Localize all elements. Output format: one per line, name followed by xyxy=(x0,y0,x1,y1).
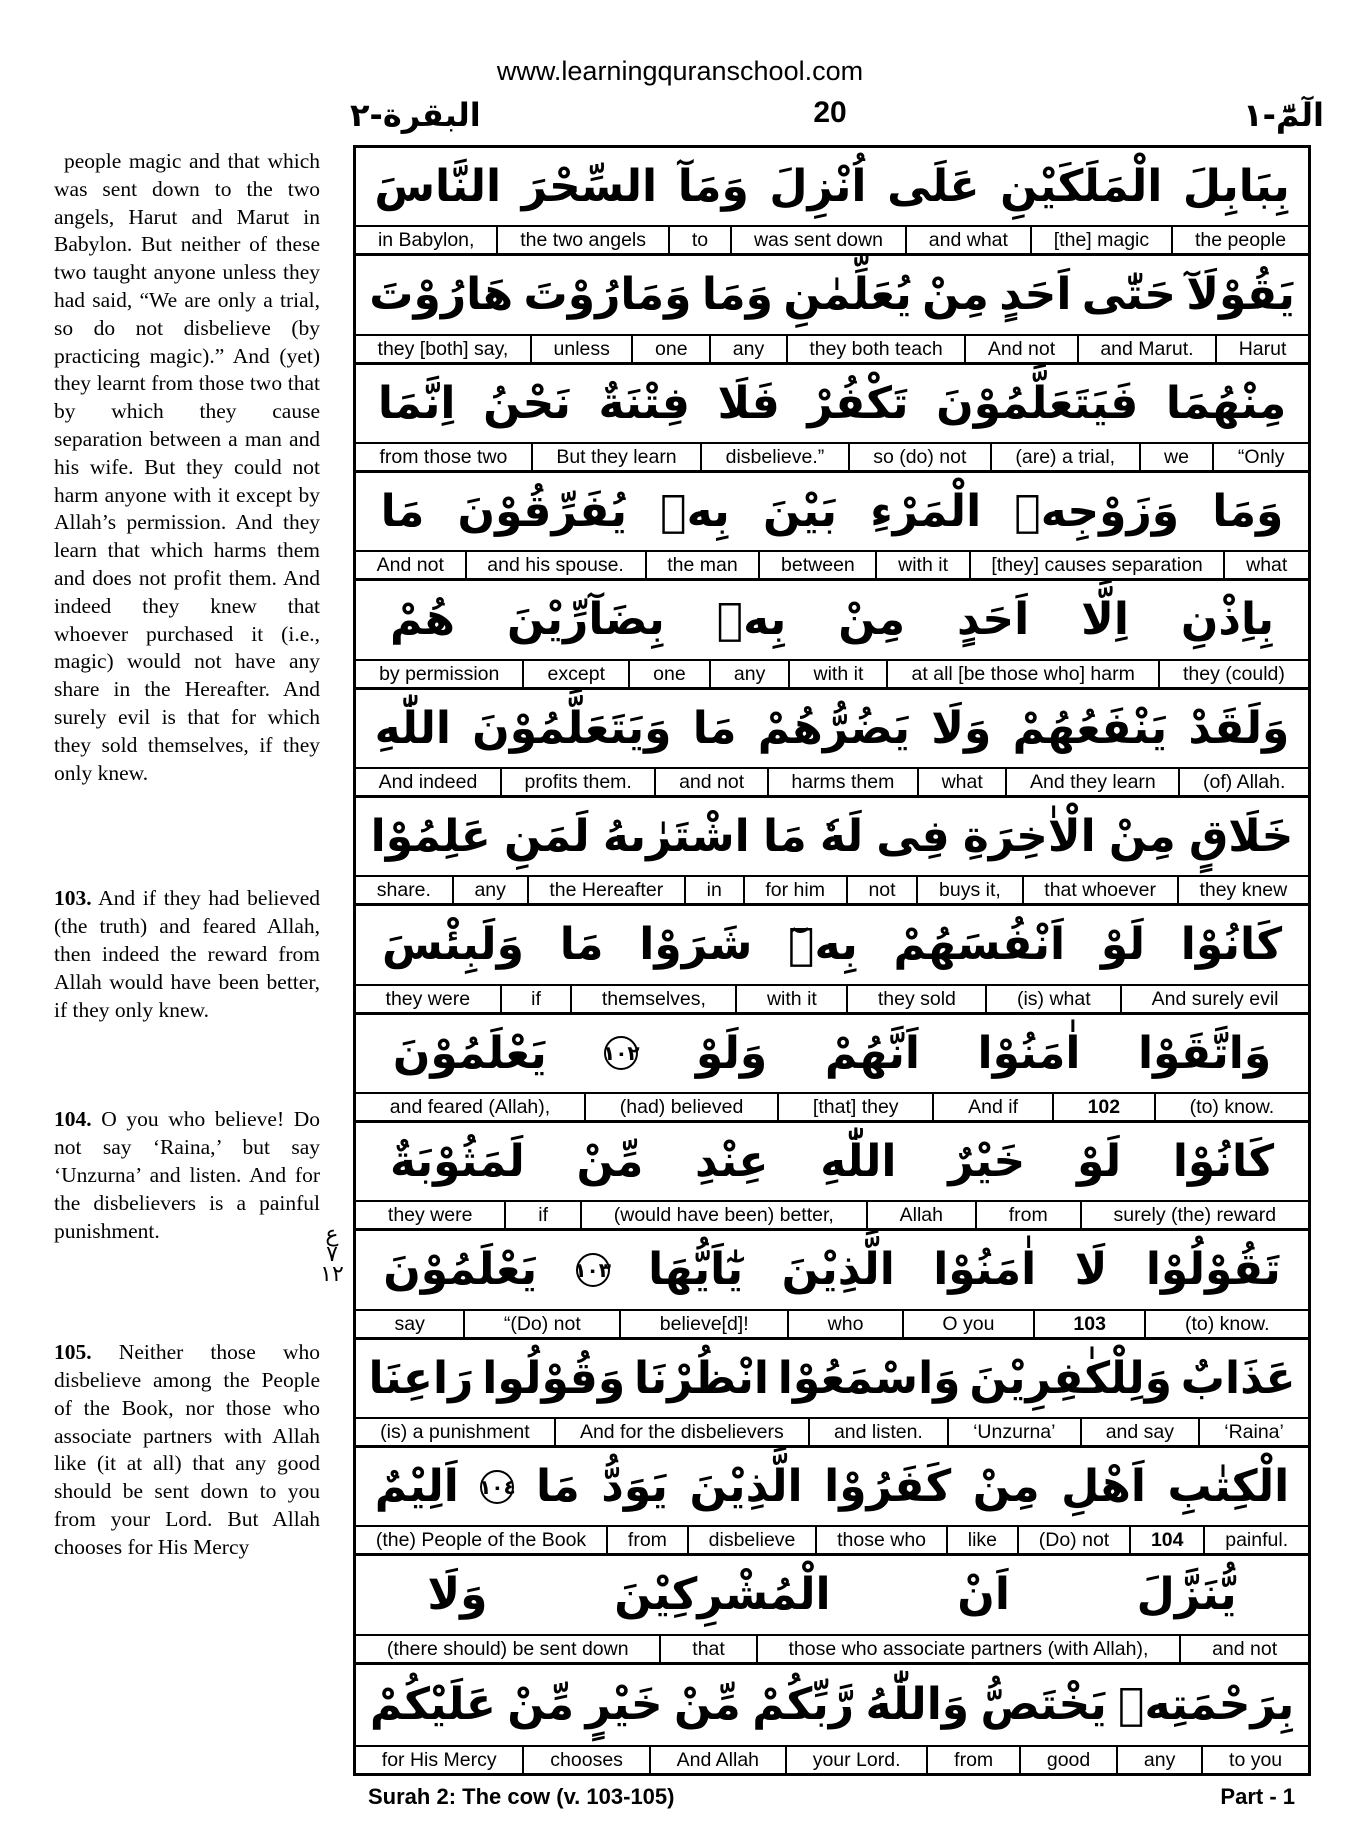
commentary-paragraph-104 xyxy=(54,1106,320,1245)
translation-cell: good xyxy=(1019,1747,1116,1773)
arabic-word: مَا xyxy=(535,1461,580,1513)
translation-cell: 103 xyxy=(1033,1311,1145,1337)
translation-cell: they were xyxy=(387,1204,473,1227)
arabic-word: اَهْلِ xyxy=(1061,1461,1146,1513)
verse-row xyxy=(356,1123,1308,1231)
arabic-word: الْكِتٰبِ xyxy=(1167,1461,1290,1513)
translation-cell: any xyxy=(709,336,786,362)
translation-cell: from xyxy=(606,1527,687,1553)
arabic-word: يَنْفَعُهُمْ xyxy=(1012,702,1168,754)
translation-cell: the two angels xyxy=(496,227,668,253)
translation-cell: those who xyxy=(815,1527,946,1553)
arabic-word: مَا xyxy=(380,486,425,538)
arabic-word: بِهٖ xyxy=(660,486,730,538)
arabic-word: يَوَدُّ xyxy=(601,1461,668,1513)
arabic-word: اٰمَنُوْا xyxy=(977,1027,1081,1079)
translation-cell: believe[d]! xyxy=(619,1311,787,1337)
translation-cell: And if xyxy=(932,1094,1051,1120)
arabic-word: فِتْنَةٌ xyxy=(598,377,690,429)
arabic-word: اللّٰهِ xyxy=(374,702,451,754)
verse-row xyxy=(356,1556,1308,1664)
translation-cell: and his spouse. xyxy=(465,552,645,578)
verse-row xyxy=(356,690,1308,798)
translation-cell: And not xyxy=(964,336,1076,362)
translation-cell: (the) People of the Book xyxy=(375,1529,587,1552)
arabic-word: يَضُرُّهُمْ xyxy=(757,702,910,754)
verse-row xyxy=(356,1231,1308,1339)
verse-end-marker: ١٠٤ xyxy=(480,1470,514,1504)
translation-cell: for His Mercy xyxy=(381,1748,497,1771)
arabic-word: مِّنْ xyxy=(507,1679,575,1731)
arabic-word: فَلَا xyxy=(717,377,780,429)
translation-cell: like xyxy=(946,1527,1017,1553)
translation-line xyxy=(356,1636,1308,1665)
arabic-word: بِرَحْمَتِهٖ xyxy=(1118,1679,1295,1731)
translation-cell: that xyxy=(659,1636,755,1662)
arabic-word: الْمَرْءِ xyxy=(870,486,982,538)
arabic-word: اللّٰهِ xyxy=(820,1136,897,1188)
translation-cell: unless xyxy=(530,336,632,362)
arabic-word: اشْتَرٰىهُ xyxy=(602,811,750,863)
verse-row xyxy=(356,798,1308,906)
translation-cell: disbelieve.” xyxy=(700,444,848,470)
translation-cell: (is) a punishment xyxy=(380,1420,530,1443)
verse-row xyxy=(356,473,1308,581)
arabic-word: وَلَا xyxy=(427,1569,488,1621)
arabic-word: مِّنْ xyxy=(673,1679,741,1731)
arabic-word: كَانُوْا xyxy=(1180,919,1283,971)
surah-title: Surah 2: The cow (v. 103-105) xyxy=(368,1784,675,1809)
arabic-line xyxy=(356,148,1308,227)
arabic-word: النَّاسَ xyxy=(374,161,502,213)
arabic-word: وَلَقَدْ xyxy=(1188,702,1290,754)
arabic-word: وَاتَّقَوْا xyxy=(1137,1027,1272,1079)
arabic-word: بِبَابِلَ xyxy=(1182,161,1290,213)
arabic-word: تَكْفُرْ xyxy=(807,377,909,429)
translation-cell: buys it, xyxy=(916,877,1021,903)
verse-row xyxy=(356,906,1308,1014)
arabic-line xyxy=(356,1123,1308,1202)
arabic-word: مِنْ xyxy=(1108,811,1176,863)
translation-cell: with it xyxy=(788,661,886,687)
commentary-text: people magic and that which was sent down to the two angels, Harut and Marut in Babylon. But neither of these two taught anyone unless they had said, “We are only a trial, so do not disbelieve (by practicing magic).” And (yet) they learnt from those two that by which they cause separation between a man and his wife. But they could not harm anyone with it except by Allah’s permission. And they learn that which harms them and does not profit them. And indeed they knew that whoever purchased it (i.e., magic) would not have any share in the Hereafter. And surely evil is that for which they sold themselves, if they only knew. xyxy=(54,149,320,785)
translation-cell: and not xyxy=(654,769,766,795)
arabic-word: وَقُوْلُوا xyxy=(482,1352,626,1404)
arabic-word: وَاللّٰهُ xyxy=(865,1679,970,1731)
arabic-word: خَيْرٌ xyxy=(948,1136,1026,1188)
arabic-word: كَانُوْا xyxy=(1172,1136,1275,1188)
translation-cell: by permission xyxy=(379,662,500,685)
arabic-line xyxy=(356,1340,1308,1419)
arabic-word: اَنْ xyxy=(957,1569,1010,1621)
arabic-word: وَمَا xyxy=(1212,486,1284,538)
translation-cell: if xyxy=(504,1202,580,1228)
verse-row xyxy=(356,1665,1308,1773)
translation-cell: disbelieve xyxy=(687,1527,815,1553)
verse-row xyxy=(356,256,1308,364)
translation-cell: except xyxy=(522,661,628,687)
commentary-text: Neither those who disbelieve among the People of the Book, nor those who associate partners with Allah like (it at all) that any good should be sent down to you from your Lord. But Allah chooses for His Mercy xyxy=(54,1340,320,1559)
arabic-word: وَزَوْجِهٖ xyxy=(1014,486,1180,538)
translation-cell: ‘Raina’ xyxy=(1198,1419,1308,1445)
translation-cell: (are) a trial, xyxy=(990,444,1139,470)
translation-line xyxy=(356,1419,1308,1448)
translation-cell: and feared (Allah), xyxy=(389,1095,551,1118)
translation-cell: And not xyxy=(376,554,444,577)
arabic-word: وَلِلْكٰفِرِيْنَ xyxy=(969,1352,1172,1404)
translation-cell: so (do) not xyxy=(848,444,990,470)
arabic-word: اَلِيْمٌ xyxy=(374,1461,459,1513)
arabic-word: مَا xyxy=(692,702,737,754)
translation-cell: themselves, xyxy=(570,986,735,1012)
translation-cell: one xyxy=(628,661,709,687)
verse-number: 103. xyxy=(54,886,92,911)
verse-end-marker: ١٠٢ xyxy=(604,1036,638,1070)
arabic-word: رَّبِّكُمْ xyxy=(752,1679,855,1731)
translation-line xyxy=(356,336,1308,365)
arabic-word: عِنْدِ xyxy=(695,1136,769,1188)
arabic-word: يَعْلَمُوْنَ xyxy=(392,1027,547,1079)
translation-cell: the Hereafter xyxy=(527,877,684,903)
arabic-word: عَلَيْكُمْ xyxy=(369,1679,496,1731)
surah-label: البقرة-٢ xyxy=(350,96,481,134)
arabic-word: بِهٖ xyxy=(716,594,787,646)
arabic-word: وَلَبِئْسَ xyxy=(381,919,524,971)
arabic-line xyxy=(356,1231,1308,1310)
commentary-paragraph-105 xyxy=(54,1339,320,1561)
arabic-line xyxy=(356,365,1308,444)
arabic-word: وَمَآ xyxy=(677,161,749,213)
arabic-word: اِلَّا xyxy=(1081,594,1129,646)
arabic-word: مِنْ xyxy=(972,1461,1040,1513)
translation-cell: say xyxy=(394,1312,425,1335)
translation-cell: ‘Unzurna’ xyxy=(947,1419,1080,1445)
arabic-word: هُمْ xyxy=(390,594,456,646)
arabic-word: الْمَلَكَيْنِ xyxy=(1000,161,1163,213)
translation-line xyxy=(356,986,1308,1015)
commentary-paragraph xyxy=(54,148,320,787)
verse-row xyxy=(356,581,1308,689)
arabic-word: لَهٗ xyxy=(819,811,864,863)
arabic-word: مَا xyxy=(559,919,604,971)
translation-line xyxy=(356,877,1308,906)
arabic-word: وَلَوْ xyxy=(695,1027,768,1079)
translation-cell: and not xyxy=(1179,1636,1308,1662)
arabic-line xyxy=(356,798,1308,877)
verse-number: 104. xyxy=(54,1107,92,1132)
translation-cell: share. xyxy=(376,879,431,902)
arabic-line xyxy=(356,906,1308,985)
arabic-word: شَرَوْا xyxy=(639,919,753,971)
translation-cell: (had) believed xyxy=(584,1094,777,1120)
ruku-marker: ع ٧ ١٢ xyxy=(320,1222,344,1287)
arabic-word: يُعَلِّمٰنِ xyxy=(783,269,912,321)
arabic-word: يٰٓاَيُّهَا xyxy=(648,1244,744,1296)
translation-cell: the man xyxy=(645,552,759,578)
page-number: 20 xyxy=(813,96,847,129)
translation-cell: [they] causes separation xyxy=(969,552,1224,578)
arabic-word: خَيْرٍ xyxy=(585,1679,663,1731)
arabic-word: يُفَرِّقُوْنَ xyxy=(457,486,628,538)
arabic-word: اَنَّهُمْ xyxy=(824,1027,920,1079)
translation-cell: the people xyxy=(1171,227,1308,253)
arabic-word: وَاسْمَعُوْا xyxy=(777,1352,961,1404)
translation-cell: between xyxy=(758,552,875,578)
translation-line xyxy=(356,444,1308,473)
translation-cell: any xyxy=(1116,1747,1201,1773)
arabic-word: الْمُشْرِكِيْنَ xyxy=(614,1569,831,1621)
translation-line xyxy=(356,1094,1308,1123)
arabic-word: اِنَّمَا xyxy=(377,377,456,429)
arabic-word: الَّذِيْنَ xyxy=(781,1244,895,1296)
translation-line xyxy=(356,1747,1308,1773)
commentary-text: O you who believe! Do not say ‘Raina,’ but say ‘Unzurna’ and listen. And for the disbelievers is a painful punishment. xyxy=(54,1107,320,1243)
translation-cell: with it xyxy=(875,552,968,578)
translation-cell: at all [be those who] harm xyxy=(886,661,1157,687)
translation-cell: harms them xyxy=(767,769,917,795)
translation-cell: if xyxy=(500,986,571,1012)
arabic-word: مِنْهُمَا xyxy=(1165,377,1287,429)
translation-cell: in xyxy=(684,877,743,903)
arabic-word: تَقُوْلُوْا xyxy=(1145,1244,1281,1296)
arabic-line xyxy=(356,1556,1308,1635)
translation-cell: not xyxy=(846,877,917,903)
arabic-word: وَلَا xyxy=(931,702,992,754)
translation-cell: Allah xyxy=(866,1202,975,1228)
translation-cell: profits them. xyxy=(500,769,655,795)
translation-cell: in Babylon, xyxy=(377,229,475,252)
translation-cell: any xyxy=(709,661,789,687)
arabic-word: لَمَثُوْبَةٌ xyxy=(389,1136,525,1188)
translation-cell: (is) what xyxy=(985,986,1120,1012)
translation-cell: [that] they xyxy=(777,1094,932,1120)
arabic-word: انْظُرْنَا xyxy=(634,1352,769,1404)
translation-cell: was sent down xyxy=(730,227,905,253)
arabic-word: رَاعِنَا xyxy=(368,1352,474,1404)
translation-cell: And indeed xyxy=(378,770,478,793)
arabic-line xyxy=(356,581,1308,660)
translation-cell: [the] magic xyxy=(1030,227,1171,253)
translation-cell: those who associate partners (with Allah), xyxy=(756,1636,1180,1662)
arabic-line xyxy=(356,1015,1308,1094)
translation-cell: (there should) be sent down xyxy=(386,1637,629,1660)
translation-line xyxy=(356,552,1308,581)
translation-cell: they sold xyxy=(846,986,985,1012)
arabic-word: وَمَا xyxy=(701,269,773,321)
translation-cell: O you xyxy=(902,1311,1033,1337)
translation-cell: to xyxy=(668,227,730,253)
translation-cell: and listen. xyxy=(808,1419,947,1445)
arabic-word: مَا xyxy=(762,811,807,863)
arabic-word: اَحَدٍ xyxy=(999,269,1072,321)
arabic-word: يُّنَزَّلَ xyxy=(1136,1569,1237,1621)
translation-cell: (Do) not xyxy=(1017,1527,1129,1553)
arabic-word: الَّذِيْنَ xyxy=(689,1461,803,1513)
commentary-column xyxy=(54,148,320,1562)
arabic-word: لَوْ xyxy=(1076,1136,1122,1188)
arabic-word: لَمَنِ xyxy=(504,811,590,863)
translation-cell: And Allah xyxy=(649,1747,785,1773)
arabic-word: فَيَتَعَلَّمُوْنَ xyxy=(936,377,1139,429)
commentary-paragraph-103 xyxy=(54,885,320,1024)
arabic-word: بِضَآرِّيْنَ xyxy=(506,594,665,646)
commentary-text: And if they had believed (the truth) and feared Allah, then indeed the reward from Allah would have been better, if they only knew. xyxy=(54,886,320,1022)
arabic-word: اٰمَنُوْا xyxy=(933,1244,1037,1296)
translation-cell: But they learn xyxy=(531,444,700,470)
translation-cell: and Marut. xyxy=(1077,336,1215,362)
arabic-word: يَخْتَصُّ xyxy=(980,1679,1107,1731)
translation-cell: (of) Allah. xyxy=(1178,769,1308,795)
arabic-word: بِهٖٓ xyxy=(788,919,858,971)
translation-cell: 104 xyxy=(1129,1527,1203,1553)
translation-cell: 102 xyxy=(1052,1094,1154,1120)
translation-cell: any xyxy=(452,877,527,903)
translation-cell: that whoever xyxy=(1022,877,1177,903)
verse-row xyxy=(356,365,1308,473)
translation-cell: and say xyxy=(1080,1419,1199,1445)
translation-cell: (would have been) better, xyxy=(580,1202,866,1228)
arabic-word: حَتّٰى xyxy=(1081,269,1176,321)
translation-cell: And they learn xyxy=(1005,769,1178,795)
translation-line xyxy=(356,1202,1308,1231)
translation-cell: Harut xyxy=(1215,336,1308,362)
translation-line xyxy=(356,1311,1308,1340)
arabic-word: الْاٰخِرَةِ xyxy=(962,811,1096,863)
translation-line xyxy=(356,769,1308,798)
translation-cell: “(Do) not xyxy=(463,1311,619,1337)
translation-cell: to you xyxy=(1201,1747,1308,1773)
translation-cell: they were xyxy=(385,987,471,1010)
translation-cell: your Lord. xyxy=(785,1747,926,1773)
arabic-word: السِّحْرَ xyxy=(521,161,658,213)
translation-cell: “Only xyxy=(1212,444,1308,470)
arabic-word: هَارُوْتَ xyxy=(369,269,514,321)
translation-cell: for him xyxy=(743,877,846,903)
translation-line xyxy=(356,1527,1308,1556)
arabic-word: فِى xyxy=(876,811,950,863)
translation-cell: they [both] say, xyxy=(377,337,509,360)
translation-line xyxy=(356,227,1308,256)
arabic-line xyxy=(356,1448,1308,1527)
translation-cell: what xyxy=(1223,552,1308,578)
arabic-word: نَحْنُ xyxy=(483,377,571,429)
translation-cell: we xyxy=(1139,444,1213,470)
arabic-word: وَمَارُوْتَ xyxy=(523,269,692,321)
translation-cell: they knew xyxy=(1177,877,1308,903)
arabic-word: عَلَى xyxy=(887,161,980,213)
translation-cell: from xyxy=(975,1202,1080,1228)
arabic-word: بَيْنَ xyxy=(762,486,838,538)
translation-cell: from xyxy=(926,1747,1019,1773)
arabic-line xyxy=(356,690,1308,769)
arabic-line xyxy=(356,1665,1308,1747)
arabic-word: لَوْ xyxy=(1100,919,1146,971)
translation-cell: what xyxy=(917,769,1005,795)
verse-number: 105. xyxy=(54,1340,92,1365)
translation-cell: chooses xyxy=(522,1747,648,1773)
arabic-word: وَيَتَعَلَّمُوْنَ xyxy=(472,702,672,754)
arabic-word: عَذَابٌ xyxy=(1180,1352,1296,1404)
arabic-word: اَحَدٍ xyxy=(956,594,1030,646)
verse-row xyxy=(356,148,1308,256)
arabic-line xyxy=(356,473,1308,552)
arabic-word: خَلَاقٍ xyxy=(1188,811,1294,863)
verse-row xyxy=(356,1015,1308,1123)
translation-cell: one xyxy=(631,336,709,362)
part-label: الٓمّٓ-١ xyxy=(1243,96,1324,134)
translation-cell: surely (the) reward xyxy=(1080,1202,1308,1228)
part-indicator: Part - 1 xyxy=(1220,1784,1295,1809)
word-by-word-table xyxy=(353,145,1311,1776)
arabic-word: يَعْلَمُوْنَ xyxy=(383,1244,538,1296)
translation-cell: And for the disbelievers xyxy=(554,1419,808,1445)
translation-line xyxy=(356,661,1308,690)
verse-row xyxy=(356,1340,1308,1448)
arabic-word: اَنْفُسَهُمْ xyxy=(893,919,1066,971)
translation-cell: painful. xyxy=(1203,1527,1308,1553)
arabic-word: كَفَرُوْا xyxy=(824,1461,952,1513)
translation-cell: (to) know. xyxy=(1144,1311,1308,1337)
arabic-word: بِاِذْنِ xyxy=(1180,594,1275,646)
verse-row xyxy=(356,1448,1308,1556)
arabic-line xyxy=(356,256,1308,335)
translation-cell: from those two xyxy=(379,445,508,468)
translation-cell: they (could) xyxy=(1158,661,1308,687)
translation-cell: and what xyxy=(905,227,1030,253)
arabic-word: اُنْزِلَ xyxy=(769,161,867,213)
translation-cell: with it xyxy=(735,986,846,1012)
arabic-word: مِنْ xyxy=(838,594,906,646)
translation-cell: And surely evil xyxy=(1120,986,1308,1012)
translation-cell: they both teach xyxy=(786,336,965,362)
arabic-word: يَقُوْلَآ xyxy=(1186,269,1295,321)
translation-cell: (to) know. xyxy=(1154,1094,1308,1120)
website-url: www.learningquranschool.com xyxy=(496,56,864,86)
translation-cell: who xyxy=(787,1311,902,1337)
arabic-word: مِنْ xyxy=(922,269,989,321)
arabic-word: عَلِمُوْا xyxy=(370,811,491,863)
arabic-word: مِّنْ xyxy=(576,1136,644,1188)
arabic-word: لَا xyxy=(1074,1244,1108,1296)
verse-end-marker: ١٠٣ xyxy=(576,1253,610,1287)
